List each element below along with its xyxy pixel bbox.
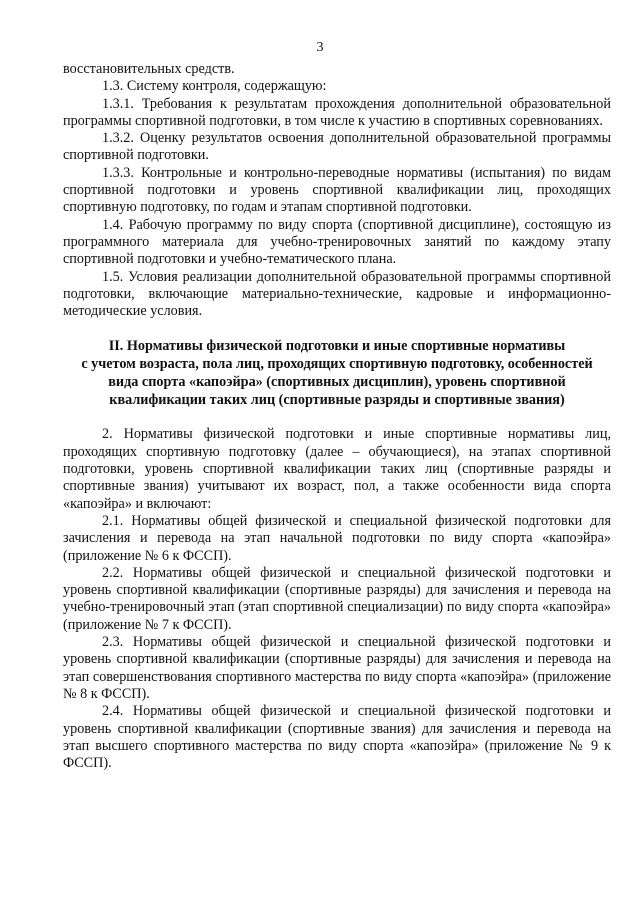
paragraph: 1.3.3. Контрольные и контрольно-переводные нормативы (испытания) по видам спортивной подготовки и уровень спортивной квалификации лиц, проходящих спортивную подготовку, по годам и этапам спортивной подготовки. xyxy=(63,164,611,216)
paragraph: 1.3.2. Оценку результатов освоения дополнительной образовательной программы спортивной подготовки. xyxy=(63,130,611,164)
paragraph: 2.3. Нормативы общей физической и специальной физической подготовки и уровень спортивной квалификации (спортивные разряды) для зачисления и перевода на этап совершенствования спортивного мастерства по виду спорта «капоэйра» (приложение № 8 к ФССП). xyxy=(63,634,611,702)
section-one-continued xyxy=(63,61,611,320)
paragraph: 1.3. Систему контроля, содержащую: xyxy=(102,78,327,95)
section-heading-line: вида спорта «капоэйра» (спортивных дисциплин), уровень спортивной xyxy=(108,374,566,391)
section-heading-line: II. Нормативы физической подготовки и иные спортивные нормативы xyxy=(108,338,566,355)
section-two-heading xyxy=(63,337,611,409)
paragraph: 2.4. Нормативы общей физической и специальной физической подготовки и уровень спортивной квалификации (спортивные звания) для зачисления и перевода на этап высшего спортивного мастерства по виду спорта «капоэйра» (приложение № 9 к ФССП). xyxy=(63,703,611,772)
paragraph: 1.4. Рабочую программу по виду спорта (спортивной дисциплине), состоящую из программного материала для учебно-тренировочных занятий по каждому этапу спортивной подготовки и учебно-тематического плана. xyxy=(63,216,611,268)
paragraph: 1.3.1. Требования к результатам прохождения дополнительной образовательной программы спортивной подготовки, в том числе к участию в спортивных соревнованиях. xyxy=(63,95,611,129)
spacer xyxy=(63,409,611,426)
section-two-body xyxy=(63,426,611,772)
section-heading-line: с учетом возраста, пола лиц, проходящих спортивную подготовку, особенностей xyxy=(81,356,593,373)
spacer xyxy=(63,320,611,337)
paragraph: 1.5. Условия реализации дополнительной образовательной программы спортивной подготовки, включающие материально-технические, кадровые и информационно-методические условия. xyxy=(63,268,611,320)
section-heading-line: квалификации таких лиц (спортивные разряды и спортивные звания) xyxy=(109,392,565,409)
page-content xyxy=(63,61,611,772)
paragraph: 2.2. Нормативы общей физической и специальной физической подготовки и уровень спортивной квалификации (спортивные разряды) для зачисления и перевода на учебно-тренировочный этап (этап спортивной специализации) по виду спорта «капоэйра» (приложение № 7 к ФССП). xyxy=(63,564,611,633)
page-number: 3 xyxy=(316,40,324,55)
paragraph: восстановительных средств. xyxy=(63,61,235,77)
paragraph: 2.1. Нормативы общей физической и специальной физической подготовки для зачисления и перевода на этап начальной подготовки по виду спорта «капоэйра» (приложение № 6 к ФССП). xyxy=(63,512,611,564)
paragraph: 2. Нормативы физической подготовки и иные спортивные нормативы лиц, проходящих спортивную подготовку (далее – обучающиеся), на этапах спортивной подготовки, уровень спортивной квалификации таких лиц (спортивные разряды и спортивные звания) учитывают их возраст, пол, а также особенности вида спорта «капоэйра» и включают: xyxy=(63,426,611,512)
